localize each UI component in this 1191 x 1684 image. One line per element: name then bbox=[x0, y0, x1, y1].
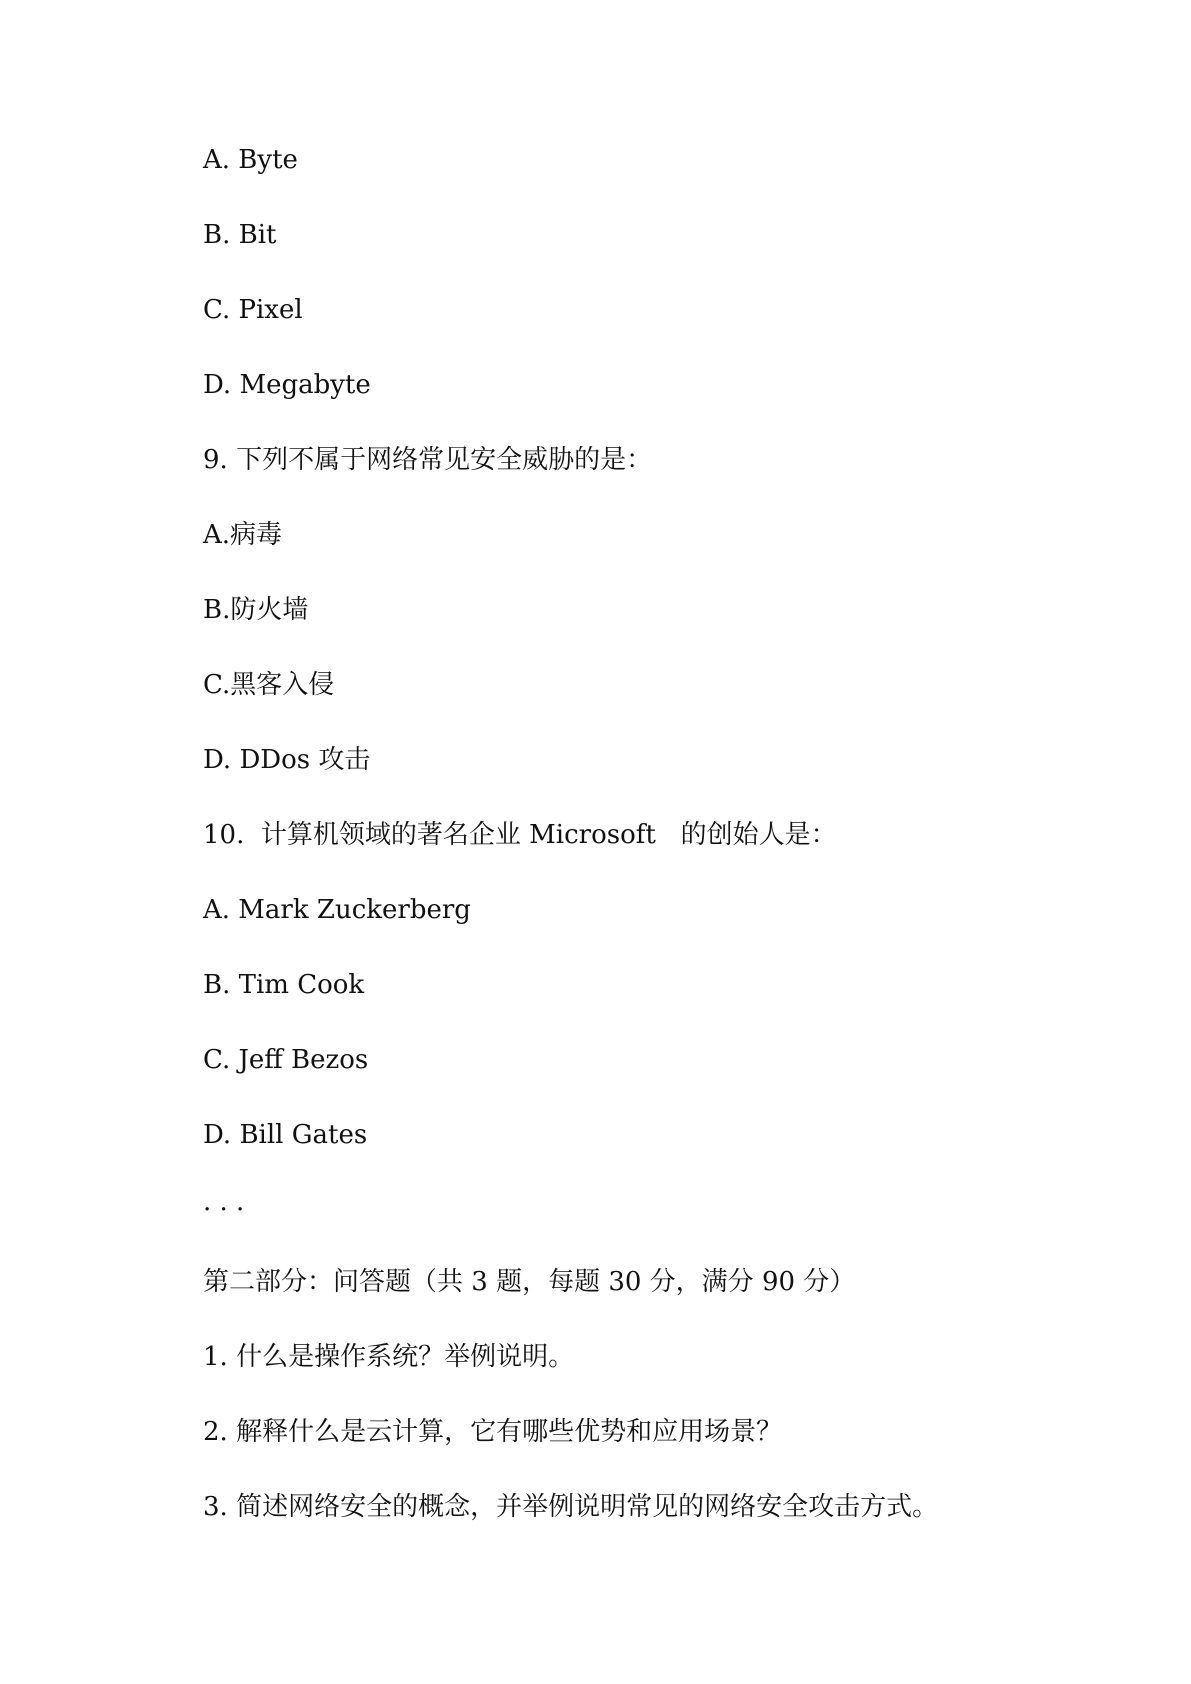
q9-option-d: D. DDos 攻击 bbox=[203, 745, 371, 775]
option-c-pixel: C. Pixel bbox=[203, 295, 303, 325]
q10-option-b: B. Tim Cook bbox=[203, 970, 365, 1000]
section-two-heading: 第二部分：问答题（共 3 题，每题 30 分，满分 90 分） bbox=[203, 1267, 856, 1297]
ellipsis: · · · bbox=[203, 1195, 245, 1225]
q9-option-b: B.防火墙 bbox=[203, 595, 309, 625]
essay-question-3: 3. 简述网络安全的概念，并举例说明常见的网络安全攻击方式。 bbox=[203, 1492, 939, 1522]
q10-option-a: A. Mark Zuckerberg bbox=[203, 895, 471, 925]
option-d-megabyte: D. Megabyte bbox=[203, 370, 371, 400]
q10-option-d: D. Bill Gates bbox=[203, 1120, 368, 1150]
essay-question-2: 2. 解释什么是云计算，它有哪些优势和应用场景？ bbox=[203, 1417, 783, 1447]
option-b-bit: B. Bit bbox=[203, 220, 277, 250]
q9-option-c: C.黑客入侵 bbox=[203, 670, 335, 700]
option-a-byte: A. Byte bbox=[203, 145, 298, 175]
question-9: 9. 下列不属于网络常见安全威胁的是： bbox=[203, 445, 653, 475]
essay-question-1: 1. 什么是操作系统？举例说明。 bbox=[203, 1342, 575, 1372]
q9-option-a: A.病毒 bbox=[203, 520, 283, 550]
question-10: 10. 计算机领域的著名企业 Microsoft 的创始人是： bbox=[203, 820, 837, 850]
q10-option-c: C. Jeff Bezos bbox=[203, 1045, 369, 1075]
